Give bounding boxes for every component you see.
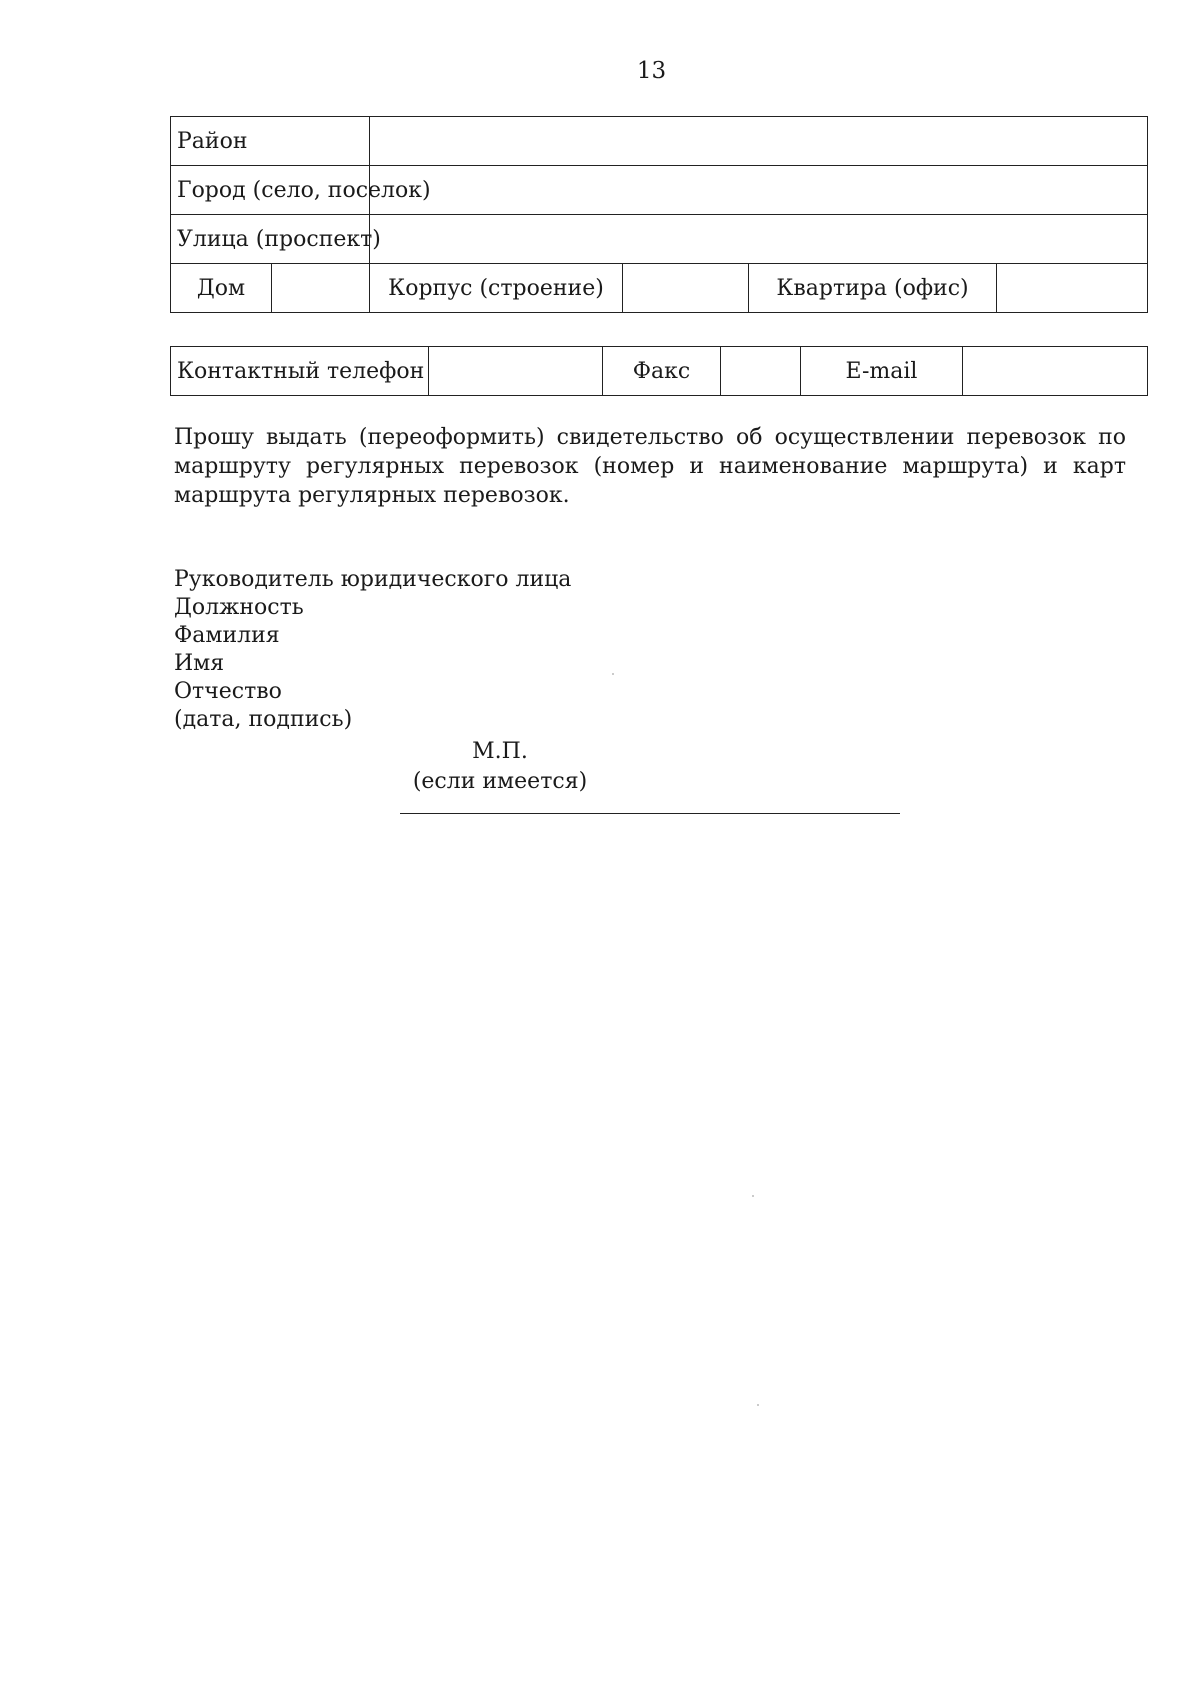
phone-label: Контактный телефон: [171, 347, 429, 396]
building-label: Корпус (строение): [370, 264, 623, 313]
signature-block: [174, 566, 571, 734]
street-label: Улица (проспект): [171, 215, 370, 264]
address-table: [170, 116, 1148, 313]
city-row: [171, 166, 1148, 215]
apartment-field[interactable]: [997, 264, 1148, 313]
surname-label: Фамилия: [174, 623, 280, 648]
separator-line: [400, 813, 900, 814]
house-label: Дом: [171, 264, 272, 313]
building-field[interactable]: [623, 264, 749, 313]
house-field[interactable]: [272, 264, 370, 313]
city-label: Город (село, поселок): [171, 166, 370, 215]
district-label: Район: [171, 117, 370, 166]
date-signature-label: (дата, подпись): [174, 707, 353, 732]
scan-speck: [612, 673, 614, 675]
email-field[interactable]: [963, 347, 1148, 396]
scan-speck: [752, 1195, 754, 1197]
position-label: Должность: [174, 595, 304, 620]
page-number: 13: [636, 58, 667, 84]
phone-field[interactable]: [429, 347, 603, 396]
district-field[interactable]: [370, 117, 1148, 166]
contact-table: [170, 346, 1148, 396]
stamp-note: (если имеется): [412, 769, 588, 794]
fax-label: Факс: [603, 347, 721, 396]
apartment-label: Квартира (офис): [749, 264, 997, 313]
request-paragraph: Прошу выдать (переоформить) свидетельство об осуществлении перевозок по маршруту регулярных перевозок (номер и наименование маршрута) и карт маршрута регулярных перевозок.: [174, 425, 1126, 508]
name-label: Имя: [174, 651, 225, 676]
patronymic-label: Отчество: [174, 679, 282, 704]
stamp-label: М.П.: [472, 739, 528, 764]
fax-field[interactable]: [721, 347, 801, 396]
scan-speck: [757, 1404, 759, 1406]
street-field[interactable]: [370, 215, 1148, 264]
head-label: Руководитель юридического лица: [174, 567, 572, 592]
stamp-block: [380, 737, 620, 797]
street-row: [171, 215, 1148, 264]
house-row: [171, 264, 1148, 313]
contact-row: [171, 347, 1148, 396]
district-row: [171, 117, 1148, 166]
email-label: E-mail: [801, 347, 963, 396]
city-field[interactable]: [370, 166, 1148, 215]
